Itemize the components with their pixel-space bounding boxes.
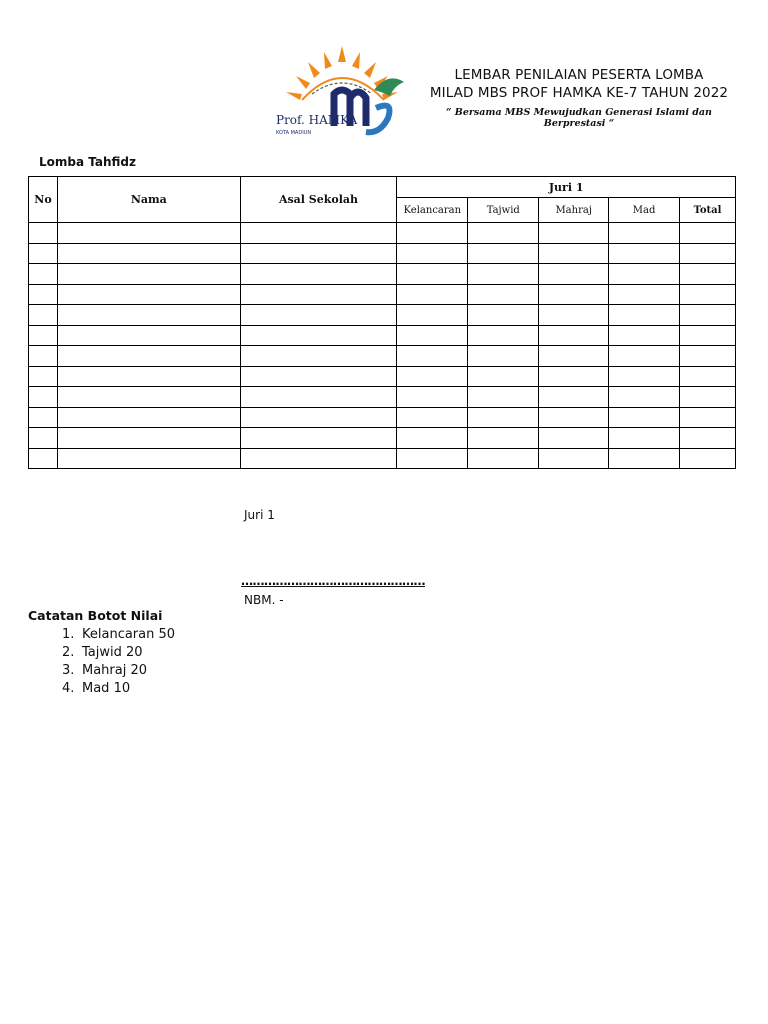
list-item: 4. Mad 10 bbox=[62, 681, 131, 696]
svg-text:Prof. HAMKA: Prof. HAMKA bbox=[276, 113, 358, 127]
table-cell[interactable] bbox=[240, 325, 397, 346]
table-cell[interactable] bbox=[397, 428, 468, 449]
table-cell[interactable] bbox=[468, 284, 539, 305]
table-cell[interactable] bbox=[680, 407, 736, 428]
table-cell[interactable] bbox=[29, 305, 58, 326]
table-cell[interactable] bbox=[468, 264, 539, 285]
table-cell[interactable] bbox=[57, 243, 240, 264]
table-cell[interactable] bbox=[397, 448, 468, 469]
table-cell[interactable] bbox=[680, 305, 736, 326]
table-cell[interactable] bbox=[680, 387, 736, 408]
table-cell[interactable] bbox=[609, 325, 680, 346]
table-row bbox=[29, 284, 736, 305]
table-cell[interactable] bbox=[240, 448, 397, 469]
table-cell[interactable] bbox=[397, 243, 468, 264]
list-item: 1. Kelancaran 50 bbox=[62, 627, 176, 642]
col-header-tajwid: Tajwid bbox=[468, 198, 539, 223]
score-table-body bbox=[29, 223, 736, 469]
header-title-line2: MILAD MBS PROF HAMKA KE-7 TAHUN 2022 bbox=[429, 85, 729, 101]
table-cell[interactable] bbox=[468, 243, 539, 264]
table-cell[interactable] bbox=[539, 305, 609, 326]
header-tagline: “ Bersama MBS Mewujudkan Generasi Islami dan Berprestasi “ bbox=[446, 107, 712, 129]
table-cell[interactable] bbox=[240, 305, 397, 326]
catatan-list bbox=[62, 626, 175, 698]
table-cell[interactable] bbox=[240, 243, 397, 264]
table-cell[interactable] bbox=[609, 407, 680, 428]
table-cell[interactable] bbox=[29, 284, 58, 305]
table-cell[interactable] bbox=[29, 325, 58, 346]
table-cell[interactable] bbox=[240, 223, 397, 244]
table-row bbox=[29, 366, 736, 387]
table-row bbox=[29, 448, 736, 469]
table-cell[interactable] bbox=[29, 366, 58, 387]
table-cell[interactable] bbox=[468, 325, 539, 346]
table-cell[interactable] bbox=[680, 366, 736, 387]
table-cell[interactable] bbox=[468, 387, 539, 408]
table-cell[interactable] bbox=[397, 264, 468, 285]
table-cell[interactable] bbox=[468, 223, 539, 244]
table-cell[interactable] bbox=[57, 264, 240, 285]
list-item: 3. Mahraj 20 bbox=[62, 663, 148, 678]
col-header-mad: Mad bbox=[609, 198, 680, 223]
signature-juri-label: Juri 1 bbox=[244, 508, 275, 522]
table-cell[interactable] bbox=[397, 284, 468, 305]
col-header-juri: Juri 1 bbox=[397, 177, 736, 198]
table-cell[interactable] bbox=[539, 223, 609, 244]
table-cell[interactable] bbox=[29, 448, 58, 469]
table-cell[interactable] bbox=[240, 264, 397, 285]
header-title-line1: LEMBAR PENILAIAN PESERTA LOMBA bbox=[454, 67, 704, 83]
table-cell[interactable] bbox=[609, 223, 680, 244]
table-cell[interactable] bbox=[539, 243, 609, 264]
table-cell[interactable] bbox=[397, 325, 468, 346]
score-table bbox=[28, 176, 736, 469]
table-cell[interactable] bbox=[468, 346, 539, 367]
col-header-kelancaran: Kelancaran bbox=[397, 198, 468, 223]
table-cell[interactable] bbox=[539, 448, 609, 469]
school-logo bbox=[272, 42, 412, 144]
table-cell[interactable] bbox=[468, 407, 539, 428]
table-cell[interactable] bbox=[680, 284, 736, 305]
table-cell[interactable] bbox=[609, 284, 680, 305]
table-cell[interactable] bbox=[240, 428, 397, 449]
table-cell[interactable] bbox=[397, 407, 468, 428]
col-header-nama: Nama bbox=[57, 177, 240, 223]
table-cell[interactable] bbox=[468, 448, 539, 469]
table-row bbox=[29, 346, 736, 367]
table-row bbox=[29, 325, 736, 346]
table-row bbox=[29, 387, 736, 408]
table-row bbox=[29, 407, 736, 428]
svg-text:KOTA MADIUN: KOTA MADIUN bbox=[276, 130, 312, 136]
table-cell[interactable] bbox=[240, 387, 397, 408]
table-cell[interactable] bbox=[57, 407, 240, 428]
col-header-no: No bbox=[29, 177, 58, 223]
table-cell[interactable] bbox=[680, 448, 736, 469]
section-title: Lomba Tahfidz bbox=[39, 155, 137, 169]
list-item: 2. Tajwid 20 bbox=[62, 645, 143, 660]
catatan-title: Catatan Botot Nilai bbox=[28, 608, 163, 623]
table-cell[interactable] bbox=[609, 264, 680, 285]
table-cell[interactable] bbox=[29, 243, 58, 264]
table-cell[interactable] bbox=[240, 407, 397, 428]
table-cell[interactable] bbox=[539, 407, 609, 428]
col-header-asal-sekolah: Asal Sekolah bbox=[240, 177, 397, 223]
table-row bbox=[29, 305, 736, 326]
signature-nbm: NBM. - bbox=[244, 593, 284, 607]
table-cell[interactable] bbox=[57, 305, 240, 326]
table-cell[interactable] bbox=[57, 387, 240, 408]
table-cell[interactable] bbox=[680, 428, 736, 449]
table-cell[interactable] bbox=[57, 428, 240, 449]
table-cell[interactable] bbox=[57, 284, 240, 305]
table-cell[interactable] bbox=[609, 428, 680, 449]
table-cell[interactable] bbox=[29, 428, 58, 449]
table-cell[interactable] bbox=[468, 305, 539, 326]
table-cell[interactable] bbox=[609, 346, 680, 367]
table-cell[interactable] bbox=[539, 264, 609, 285]
table-cell[interactable] bbox=[57, 366, 240, 387]
table-cell[interactable] bbox=[240, 346, 397, 367]
table-cell[interactable] bbox=[29, 264, 58, 285]
table-row bbox=[29, 223, 736, 244]
col-header-mahraj: Mahraj bbox=[539, 198, 609, 223]
table-cell[interactable] bbox=[397, 305, 468, 326]
table-cell[interactable] bbox=[680, 325, 736, 346]
table-cell[interactable] bbox=[539, 387, 609, 408]
table-cell[interactable] bbox=[539, 346, 609, 367]
table-cell[interactable] bbox=[397, 366, 468, 387]
logo-emblem-icon bbox=[272, 42, 412, 144]
table-cell[interactable] bbox=[680, 346, 736, 367]
table-cell[interactable] bbox=[680, 243, 736, 264]
table-cell[interactable] bbox=[397, 223, 468, 244]
table-cell[interactable] bbox=[240, 366, 397, 387]
table-cell[interactable] bbox=[468, 428, 539, 449]
table-cell[interactable] bbox=[539, 325, 609, 346]
table-row bbox=[29, 428, 736, 449]
table-cell[interactable] bbox=[57, 325, 240, 346]
table-cell[interactable] bbox=[680, 223, 736, 244]
document-header bbox=[414, 66, 744, 129]
table-cell[interactable] bbox=[29, 346, 58, 367]
table-cell[interactable] bbox=[539, 428, 609, 449]
table-cell[interactable] bbox=[29, 407, 58, 428]
table-cell[interactable] bbox=[539, 284, 609, 305]
table-cell[interactable] bbox=[539, 366, 609, 387]
table-cell[interactable] bbox=[609, 366, 680, 387]
table-cell[interactable] bbox=[609, 448, 680, 469]
table-cell[interactable] bbox=[397, 346, 468, 367]
table-cell[interactable] bbox=[468, 366, 539, 387]
table-row bbox=[29, 243, 736, 264]
table-cell[interactable] bbox=[29, 223, 58, 244]
table-cell[interactable] bbox=[609, 305, 680, 326]
table-cell[interactable] bbox=[609, 243, 680, 264]
table-cell[interactable] bbox=[29, 387, 58, 408]
table-cell[interactable] bbox=[680, 264, 736, 285]
table-cell[interactable] bbox=[397, 387, 468, 408]
table-cell[interactable] bbox=[57, 223, 240, 244]
table-cell[interactable] bbox=[57, 346, 240, 367]
col-header-total: Total bbox=[680, 198, 736, 223]
table-cell[interactable] bbox=[57, 448, 240, 469]
table-cell[interactable] bbox=[609, 387, 680, 408]
table-cell[interactable] bbox=[240, 284, 397, 305]
table-row bbox=[29, 264, 736, 285]
signature-line: ………………………………………… bbox=[241, 574, 425, 588]
